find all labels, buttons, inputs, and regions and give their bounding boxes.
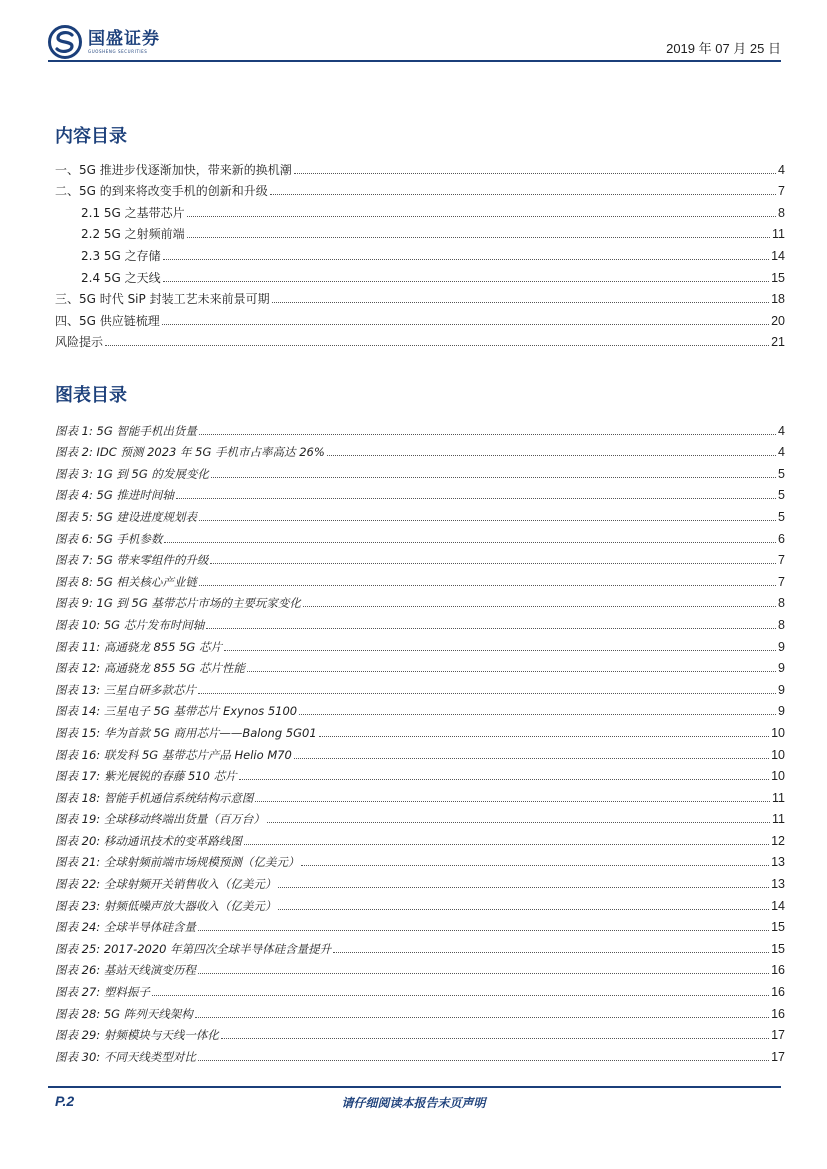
content-toc-entry-title: 二、5G 的到来将改变手机的创新和升级 — [55, 184, 268, 199]
content-toc-entry-title: 2.4 5G 之天线 — [55, 271, 163, 285]
figure-toc-entry-title: 图表 2: IDC 预测 2023 年 5G 手机市占率高达 26% — [55, 445, 325, 460]
figure-toc-entry-page: 7 — [778, 553, 785, 568]
dot-leader — [187, 236, 770, 238]
dot-leader — [301, 864, 769, 866]
dot-leader — [105, 344, 769, 346]
dot-leader — [294, 757, 769, 759]
figure-toc-entry-title: 图表 22: 全球射频开关销售收入（亿美元） — [55, 877, 277, 892]
figure-toc-entry[interactable] — [55, 762, 785, 784]
figure-toc-entry[interactable] — [55, 718, 785, 740]
content-toc-entry-page: 15 — [771, 270, 785, 285]
dot-leader — [199, 433, 776, 435]
figure-toc-entry-title: 图表 9: 1G 到 5G 基带芯片市场的主要玩家变化 — [55, 596, 301, 611]
content-toc-entry[interactable] — [55, 155, 785, 177]
dot-leader — [198, 972, 769, 974]
header-rule — [48, 60, 781, 62]
figure-toc-entry-title: 图表 13: 三星自研多款芯片 — [55, 682, 196, 697]
figure-toc-entry[interactable] — [55, 546, 785, 568]
content-toc-entry-page: 11 — [772, 227, 785, 242]
figure-toc-entry-title: 图表 14: 三星电子 5G 基带芯片 Exynos 5100 — [55, 704, 298, 719]
figure-toc-entry[interactable] — [55, 567, 785, 589]
figure-toc-entry-title: 图表 24: 全球半导体硅含量 — [55, 920, 196, 935]
figure-toc-entry[interactable] — [55, 438, 785, 460]
dot-leader — [198, 929, 769, 931]
report-date: 2019 年 07 月 25 日 — [666, 41, 781, 56]
figure-toc-entry[interactable] — [55, 826, 785, 848]
figure-toc-entry-page: 5 — [778, 488, 785, 503]
content-toc-entry-title: 2.1 5G 之基带芯片 — [55, 206, 187, 220]
figure-toc-entry-page: 10 — [771, 725, 785, 740]
dot-leader — [267, 821, 770, 823]
figure-toc-entry-page: 12 — [771, 833, 785, 848]
dot-leader — [198, 1059, 769, 1061]
figure-toc-entry-title: 图表 18: 智能手机通信系统结构示意图 — [55, 790, 254, 805]
figure-toc-entry-page: 9 — [778, 682, 785, 697]
figure-toc-entry-page: 9 — [778, 639, 785, 654]
figure-toc-entry[interactable] — [55, 675, 785, 697]
figure-toc-entry-page: 17 — [771, 1028, 785, 1043]
figure-toc-entry-title: 图表 16: 联发科 5G 基带芯片产品 Helio M70 — [55, 747, 292, 762]
figure-toc-entry-title: 图表 27: 塑料振子 — [55, 985, 150, 1000]
figure-toc-entry[interactable] — [55, 589, 785, 611]
figure-toc-entry-title: 图表 12: 高通骁龙 855 5G 芯片性能 — [55, 661, 245, 676]
figure-toc-entry-page: 11 — [772, 790, 785, 805]
figure-toc-entry[interactable] — [55, 1042, 785, 1064]
figure-toc-entry-title: 图表 30: 不同天线类型对比 — [55, 1049, 196, 1064]
figure-toc-entry-page: 17 — [771, 1049, 785, 1064]
dot-leader — [163, 258, 769, 260]
dot-leader — [299, 713, 776, 715]
figure-toc-entry[interactable] — [55, 956, 785, 978]
dot-leader — [163, 280, 769, 282]
figure-toc-entry[interactable] — [55, 805, 785, 827]
figure-toc-entry[interactable] — [55, 1021, 785, 1043]
dot-leader — [278, 886, 769, 888]
figure-toc-title: 图表目录 — [55, 385, 127, 406]
figure-toc-entry[interactable] — [55, 977, 785, 999]
figure-toc-entry-title: 图表 3: 1G 到 5G 的发展变化 — [55, 466, 209, 481]
content-toc-entry-title: 风险提示 — [55, 335, 104, 350]
footer-rule — [48, 1086, 781, 1088]
figure-toc-entry-page: 4 — [778, 423, 785, 438]
figure-toc-entry-title: 图表 5: 5G 建设进度规划表 — [55, 509, 197, 524]
dot-leader — [199, 519, 776, 521]
content-toc-entry-page: 21 — [771, 335, 785, 350]
figure-toc-entry-page: 13 — [771, 855, 785, 870]
figure-toc-entry[interactable] — [55, 654, 785, 676]
dot-leader — [206, 627, 776, 629]
figure-toc-entry-page: 8 — [778, 596, 785, 611]
page-header — [48, 24, 781, 60]
content-toc-entry[interactable] — [55, 220, 785, 242]
content-toc-entry-page: 8 — [778, 205, 785, 220]
figure-toc-entry[interactable] — [55, 891, 785, 913]
figure-toc-entry-title: 图表 19: 全球移动终端出货量（百万台） — [55, 812, 265, 827]
figure-toc-entry[interactable] — [55, 740, 785, 762]
content-toc-entry[interactable] — [55, 263, 785, 285]
content-toc-entry[interactable] — [55, 285, 785, 307]
content-toc-entry-page: 14 — [771, 248, 785, 263]
content-toc-entry-title: 2.2 5G 之射频前端 — [55, 227, 187, 241]
logo-chinese-name: 国盛证券 — [88, 29, 160, 49]
footer-disclaimer: 请仔细阅读本报告末页声明 — [341, 1096, 486, 1110]
dot-leader — [333, 951, 769, 953]
content-toc-entry-page: 18 — [771, 292, 785, 307]
figure-toc-entry-page: 9 — [778, 661, 785, 676]
figure-toc-entry-page: 11 — [772, 812, 785, 827]
figure-toc-entry-page: 4 — [778, 445, 785, 460]
figure-toc-entry-title: 图表 26: 基站天线演变历程 — [55, 963, 196, 978]
dot-leader — [239, 778, 770, 780]
figure-toc-entry-page: 10 — [771, 769, 785, 784]
dot-leader — [255, 800, 770, 802]
figure-toc-entry-page: 15 — [771, 941, 785, 956]
content-toc-entry[interactable] — [55, 328, 785, 350]
dot-leader — [244, 843, 769, 845]
figure-toc-entry[interactable] — [55, 481, 785, 503]
dot-leader — [270, 193, 776, 195]
brand-logo — [48, 24, 160, 60]
figure-toc-entry-page: 16 — [771, 963, 785, 978]
content-toc-entry-title: 2.3 5G 之存储 — [55, 249, 163, 263]
figure-toc-list — [55, 416, 785, 1064]
figure-toc-entry-page: 6 — [778, 531, 785, 546]
figure-toc-entry-page: 16 — [771, 985, 785, 1000]
figure-toc-entry-page: 10 — [771, 747, 785, 762]
figure-toc-entry-title: 图表 6: 5G 手机参数 — [55, 531, 163, 546]
content-toc-entry-page: 4 — [778, 162, 785, 177]
figure-toc-entry-title: 图表 11: 高通骁龙 855 5G 芯片 — [55, 639, 222, 654]
dot-leader — [162, 323, 769, 325]
figure-toc-entry[interactable] — [55, 697, 785, 719]
page-number: P.2 — [55, 1093, 75, 1109]
figure-toc-entry-page: 15 — [771, 920, 785, 935]
figure-toc-entry[interactable] — [55, 999, 785, 1021]
dot-leader — [211, 476, 776, 478]
dot-leader — [327, 454, 776, 456]
content-toc-entry[interactable] — [55, 306, 785, 328]
figure-toc-entry-title: 图表 4: 5G 推进时间轴 — [55, 488, 174, 503]
figure-toc-entry[interactable] — [55, 610, 785, 632]
dot-leader — [210, 562, 776, 564]
figure-toc-entry-title: 图表 20: 移动通讯技术的变革路线图 — [55, 833, 242, 848]
dot-leader — [164, 541, 776, 543]
content-toc-entry-title: 三、5G 时代 SiP 封装工艺未来前景可期 — [55, 292, 270, 307]
dot-leader — [272, 301, 770, 303]
figure-toc-entry-title: 图表 8: 5G 相关核心产业链 — [55, 574, 197, 589]
dot-leader — [247, 670, 776, 672]
content-toc-title: 内容目录 — [55, 126, 127, 147]
figure-toc-entry[interactable] — [55, 869, 785, 891]
figure-toc-entry[interactable] — [55, 502, 785, 524]
content-toc-entry-title: 一、5G 推进步伐逐渐加快，带来新的换机潮 — [55, 162, 292, 177]
figure-toc-entry-title: 图表 7: 5G 带来零组件的升级 — [55, 553, 209, 568]
figure-toc-entry-title: 图表 1: 5G 智能手机出货量 — [55, 423, 197, 438]
dot-leader — [176, 497, 776, 499]
content-toc-entry[interactable] — [55, 177, 785, 199]
dot-leader — [294, 172, 776, 174]
figure-toc-entry-title: 图表 28: 5G 阵列天线架构 — [55, 1006, 193, 1021]
figure-toc-entry[interactable] — [55, 524, 785, 546]
figure-toc-entry-page: 5 — [778, 509, 785, 524]
dot-leader — [198, 692, 776, 694]
figure-toc-entry-title: 图表 29: 射频模块与天线一体化 — [55, 1028, 219, 1043]
figure-toc-entry[interactable] — [55, 848, 785, 870]
figure-toc-entry[interactable] — [55, 913, 785, 935]
figure-toc-entry-title: 图表 17: 紫光展锐的春藤 510 芯片 — [55, 769, 237, 784]
figure-toc-entry-page: 8 — [778, 617, 785, 632]
content-toc-entry[interactable] — [55, 241, 785, 263]
dot-leader — [278, 908, 769, 910]
dot-leader — [303, 605, 776, 607]
figure-toc-entry-title: 图表 10: 5G 芯片发布时间轴 — [55, 617, 205, 632]
figure-toc-entry-page: 13 — [771, 877, 785, 892]
figure-toc-entry-page: 14 — [771, 898, 785, 913]
figure-toc-entry[interactable] — [55, 416, 785, 438]
content-toc-entry-page: 7 — [778, 184, 785, 199]
content-toc-list — [55, 155, 785, 349]
dot-leader — [195, 1016, 769, 1018]
dot-leader — [152, 994, 769, 996]
figure-toc-entry[interactable] — [55, 459, 785, 481]
figure-toc-entry-title: 图表 25: 2017-2020 年第四次全球半导体硅含量提升 — [55, 941, 332, 956]
figure-toc-entry-title: 图表 23: 射频低噪声放大器收入（亿美元） — [55, 898, 277, 913]
figure-toc-entry[interactable] — [55, 934, 785, 956]
content-toc-entry-title: 四、5G 供应链梳理 — [55, 313, 160, 328]
dot-leader — [187, 215, 776, 217]
figure-toc-entry-page: 9 — [778, 704, 785, 719]
content-toc-entry[interactable] — [55, 198, 785, 220]
guosheng-logo-icon — [48, 25, 82, 59]
logo-english-name: GUOSHENG SECURITIES — [88, 49, 148, 54]
figure-toc-entry-page: 5 — [778, 466, 785, 481]
figure-toc-entry-title: 图表 15: 华为首款 5G 商用芯片——Balong 5G01 — [55, 725, 317, 740]
figure-toc-entry[interactable] — [55, 783, 785, 805]
dot-leader — [199, 584, 776, 586]
figure-toc-entry[interactable] — [55, 632, 785, 654]
dot-leader — [319, 735, 769, 737]
figure-toc-entry-title: 图表 21: 全球射频前端市场规模预测（亿美元） — [55, 855, 300, 870]
dot-leader — [224, 649, 776, 651]
content-toc-entry-page: 20 — [771, 313, 785, 328]
figure-toc-entry-page: 7 — [778, 574, 785, 589]
dot-leader — [221, 1037, 769, 1039]
figure-toc-entry-page: 16 — [771, 1006, 785, 1021]
